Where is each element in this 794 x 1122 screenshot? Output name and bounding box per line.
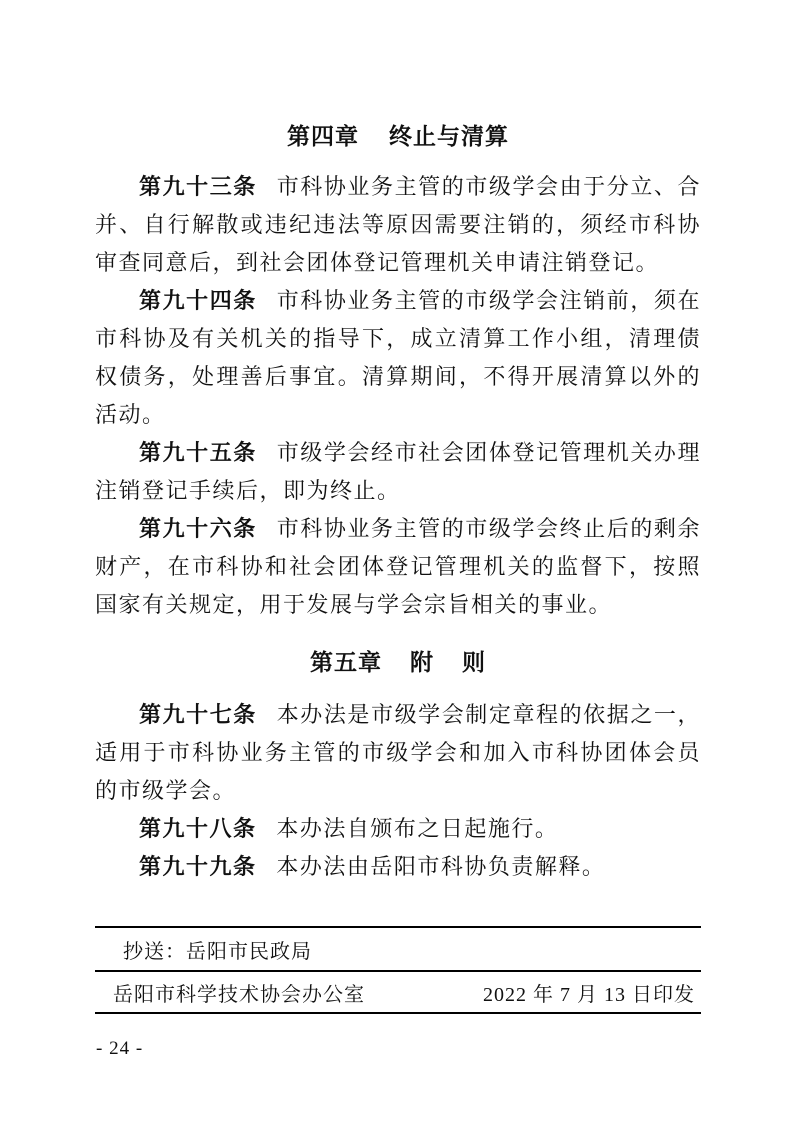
- footer-print-date: 2022 年 7 月 13 日印发: [483, 983, 695, 1006]
- article-98-paragraph: [95, 810, 701, 848]
- article-95-paragraph: [95, 434, 701, 510]
- article-93-number: 第九十三条: [139, 174, 257, 199]
- article-97-number: 第九十七条: [139, 702, 257, 727]
- article-94-number: 第九十四条: [139, 288, 257, 313]
- chapter-4-name: 终止与清算: [389, 123, 509, 149]
- chapter-4-title: [95, 116, 701, 156]
- chapter-5-name-part-1: 附: [410, 649, 434, 675]
- article-96-number: 第九十六条: [139, 516, 257, 541]
- page-number: - 24 -: [96, 1038, 144, 1059]
- chapter-5-number: 第五章: [310, 649, 382, 675]
- footer-cc-text: 抄送：岳阳市民政局: [123, 940, 312, 963]
- article-96-text: 市科协业务主管的市级学会终止后的剩余财产，在市科协和社会团体登记管理机关的监督下，按照国家有关规定，用于发展与学会宗旨相关的事业。: [95, 516, 701, 617]
- document-body: [95, 116, 701, 886]
- article-99-number: 第九十九条: [139, 854, 257, 879]
- article-97-text: 本办法是市级学会制定章程的依据之一，适用于市科协业务主管的市级学会和加入市科协团体会员的市级学会。: [95, 702, 701, 803]
- article-93-paragraph: [95, 168, 701, 282]
- chapter-4-number: 第四章: [287, 123, 359, 149]
- article-99-paragraph: [95, 848, 701, 886]
- document-footer: [95, 926, 701, 1014]
- footer-cc-row: [95, 928, 701, 970]
- article-95-number: 第九十五条: [139, 440, 257, 465]
- footer-issue-row: [95, 972, 701, 1012]
- article-93-text: 市科协业务主管的市级学会由于分立、合并、自行解散或违纪违法等原因需要注销的，须经市科协审查同意后，到社会团体登记管理机关申请注销登记。: [95, 174, 701, 275]
- chapter-5-name-part-2: 则: [462, 649, 486, 675]
- footer-issuer-text: 岳阳市科学技术协会办公室: [113, 983, 365, 1006]
- article-96-paragraph: [95, 510, 701, 624]
- article-97-paragraph: [95, 696, 701, 810]
- article-98-number: 第九十八条: [139, 816, 257, 841]
- article-94-text: 市科协业务主管的市级学会注销前，须在市科协及有关机关的指导下，成立清算工作小组，清理债权债务，处理善后事宜。清算期间，不得开展清算以外的活动。: [95, 288, 701, 427]
- article-94-paragraph: [95, 282, 701, 434]
- article-98-text: 本办法自颁布之日起施行。: [276, 816, 559, 841]
- article-99-text: 本办法由岳阳市科协负责解释。: [276, 854, 606, 879]
- footer-rule-bottom: [95, 1012, 701, 1014]
- chapter-5-title: [95, 642, 701, 682]
- article-95-text: 市级学会经市社会团体登记管理机关办理注销登记手续后，即为终止。: [95, 440, 701, 503]
